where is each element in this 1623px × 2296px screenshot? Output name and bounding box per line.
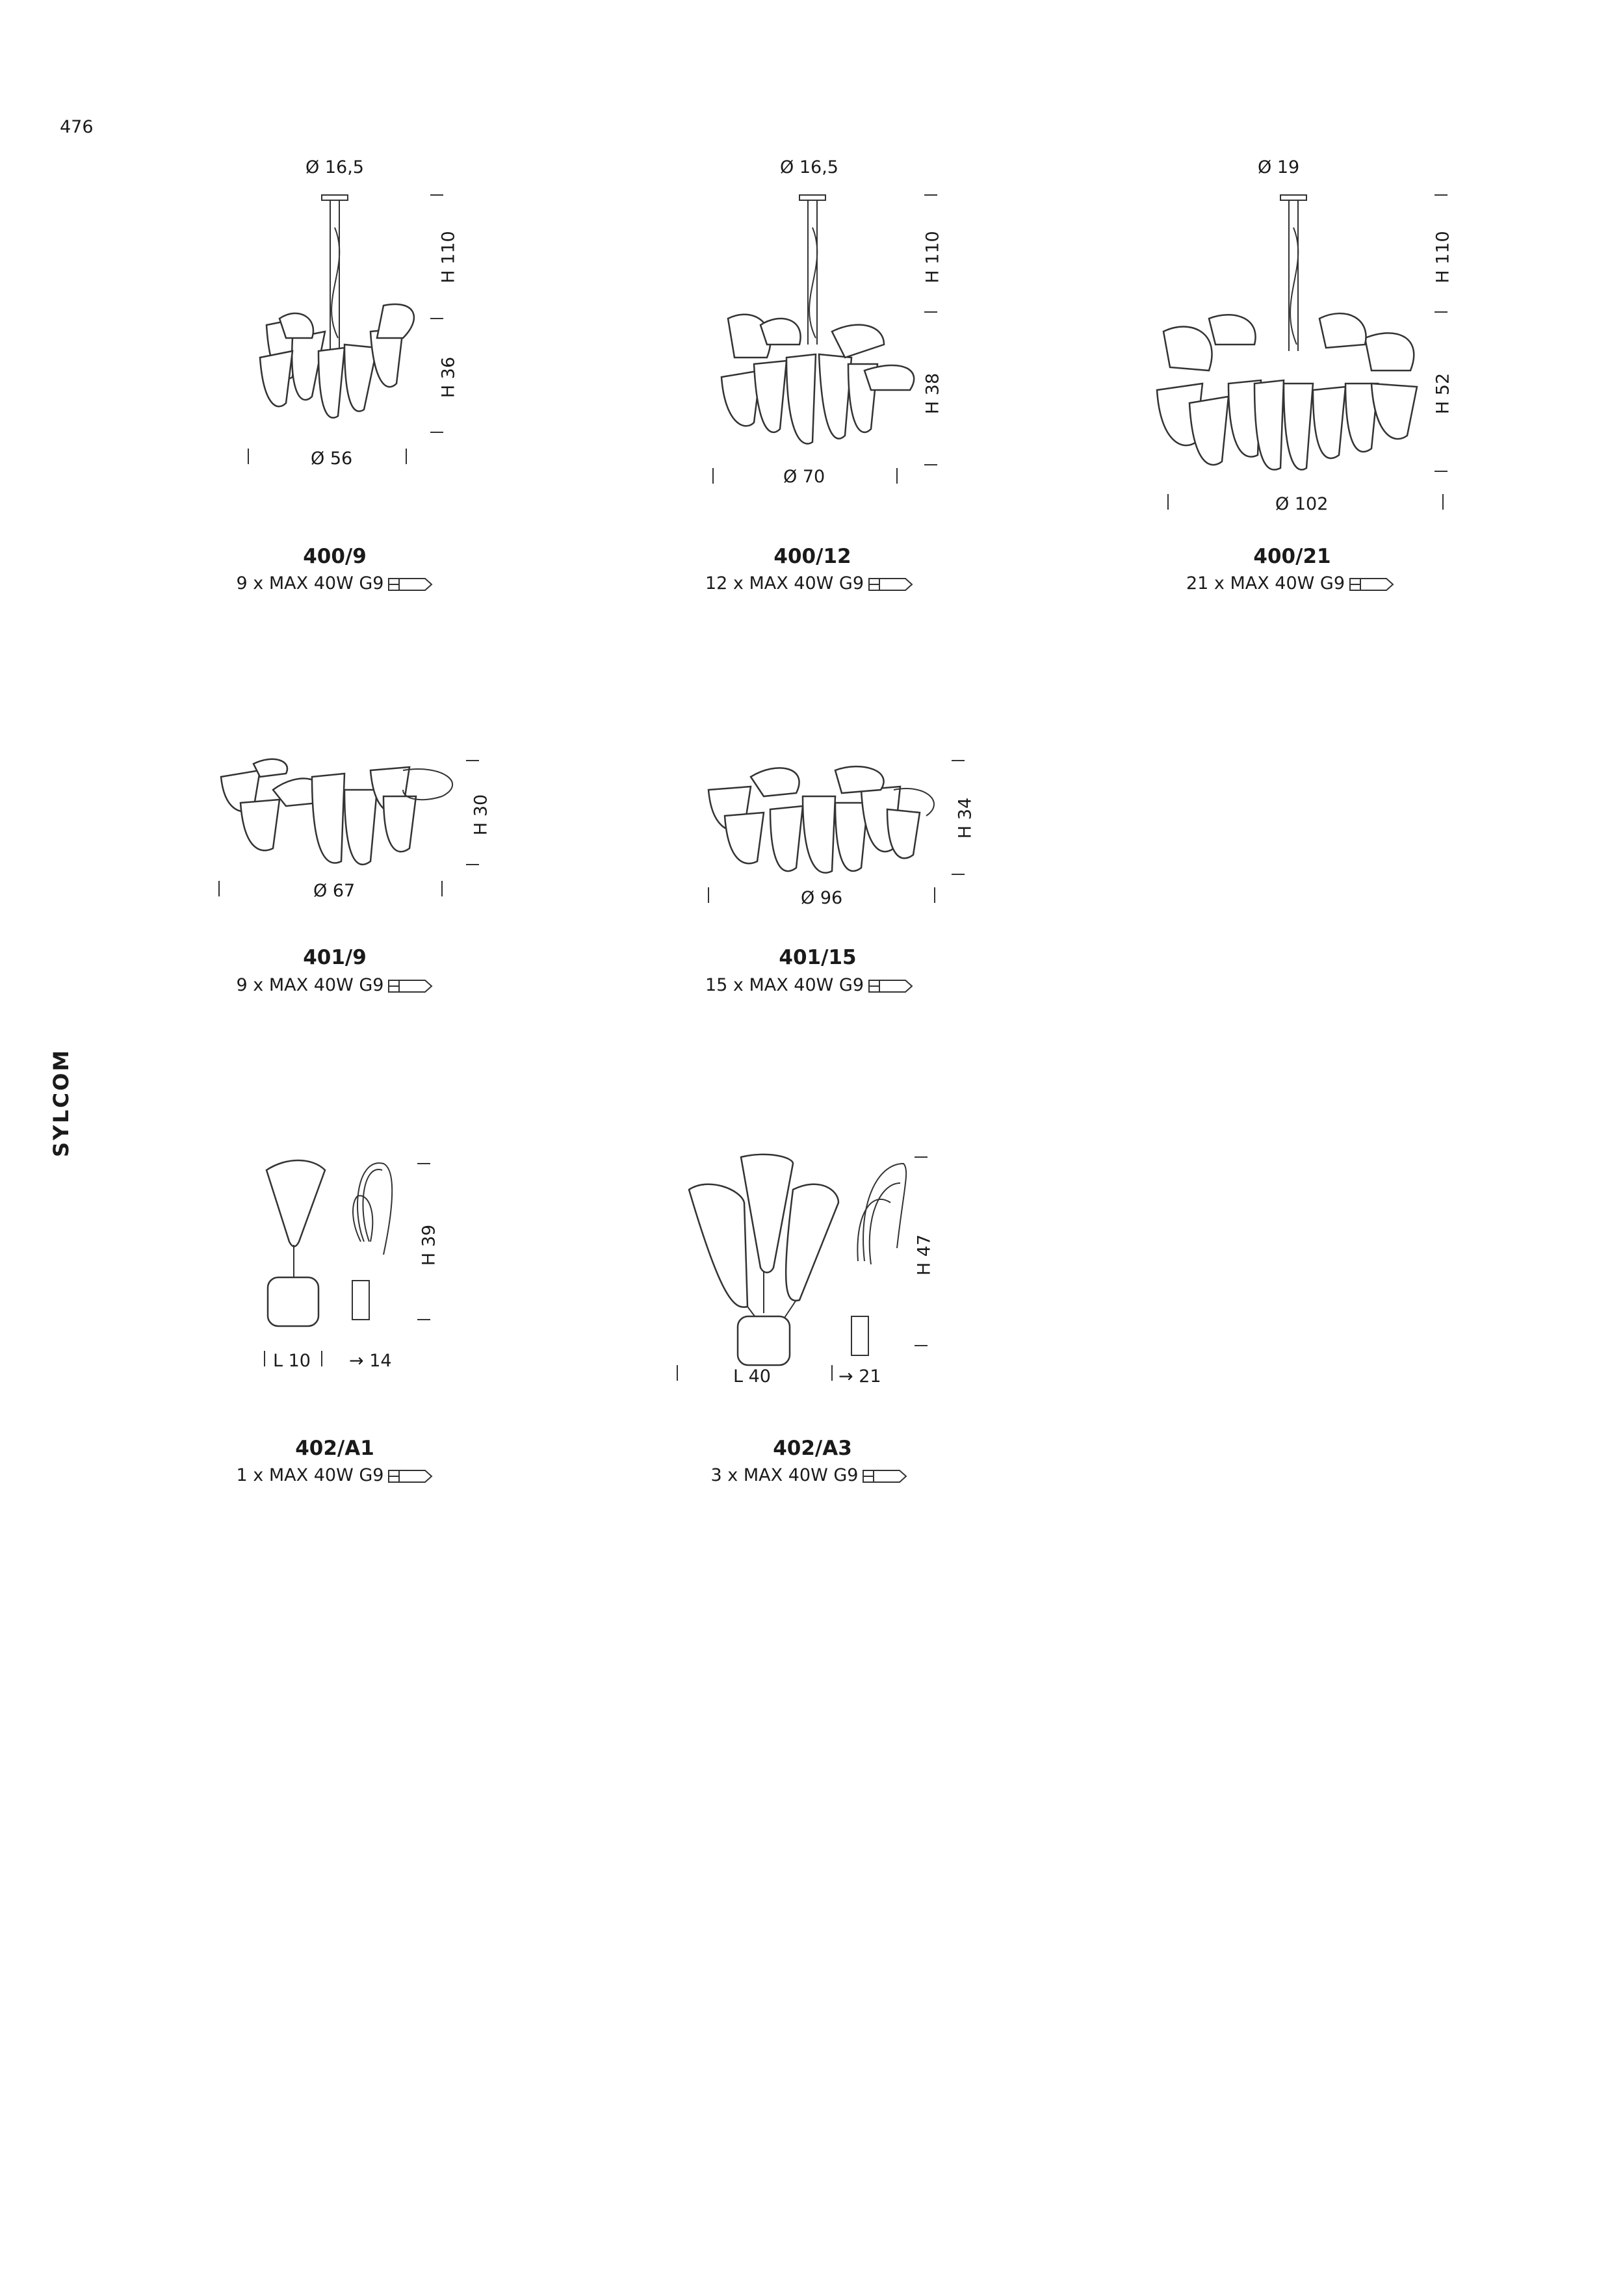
wall-length: L 40 bbox=[733, 1366, 771, 1387]
lamp-spec-text: 1 x MAX 40W G9 bbox=[236, 1465, 384, 1485]
body-diameter: Ø 102 bbox=[1275, 494, 1329, 514]
wall-height: H 39 bbox=[419, 1224, 439, 1266]
lamp-spec bbox=[166, 573, 504, 594]
body-diameter: Ø 96 bbox=[801, 888, 843, 908]
lamp-spec-text: 9 x MAX 40W G9 bbox=[236, 975, 384, 995]
lamp-spec-text: 9 x MAX 40W G9 bbox=[236, 573, 384, 594]
g9-bulb-icon bbox=[1349, 576, 1394, 593]
pendant-drawing bbox=[1150, 189, 1436, 488]
g9-bulb-icon bbox=[868, 576, 913, 593]
model-code: 400/9 bbox=[303, 545, 367, 568]
canopy-diameter: Ø 19 bbox=[1258, 157, 1300, 177]
lamp-spec bbox=[166, 975, 504, 995]
wall-depth: → 14 bbox=[349, 1351, 392, 1371]
body-height: H 34 bbox=[955, 797, 976, 839]
ceiling-lamp-drawing bbox=[705, 751, 946, 881]
g9-bulb-icon bbox=[387, 576, 433, 593]
lamp-spec-text: 3 x MAX 40W G9 bbox=[710, 1465, 859, 1485]
body-diameter: Ø 70 bbox=[783, 467, 825, 487]
page-number: 476 bbox=[60, 117, 94, 137]
model-code: 401/15 bbox=[779, 946, 857, 969]
model-code: 402/A3 bbox=[773, 1437, 852, 1460]
body-height: H 36 bbox=[438, 356, 459, 398]
g9-bulb-icon bbox=[868, 978, 913, 995]
wall-depth: → 21 bbox=[838, 1366, 881, 1387]
g9-bulb-icon bbox=[387, 1468, 433, 1485]
rod-height: H 110 bbox=[1433, 231, 1453, 283]
lamp-spec-text: 21 x MAX 40W G9 bbox=[1186, 573, 1345, 594]
model-code: 400/21 bbox=[1253, 545, 1331, 568]
wall-lamp-front-drawing bbox=[676, 1151, 903, 1372]
lamp-spec-text: 12 x MAX 40W G9 bbox=[705, 573, 864, 594]
body-height: H 30 bbox=[471, 794, 491, 836]
wall-length: L 10 bbox=[273, 1351, 311, 1371]
brand-label: SYLCOM bbox=[49, 1048, 73, 1157]
lamp-spec bbox=[166, 1465, 504, 1485]
ceiling-lamp-drawing bbox=[214, 751, 461, 881]
rod-height: H 110 bbox=[438, 231, 459, 283]
lamp-spec bbox=[640, 975, 978, 995]
model-code: 402/A1 bbox=[295, 1437, 374, 1460]
lamp-spec-text: 15 x MAX 40W G9 bbox=[705, 975, 864, 995]
model-code: 401/9 bbox=[303, 946, 367, 969]
lamp-spec bbox=[640, 1465, 978, 1485]
wall-lamp-front-drawing bbox=[260, 1157, 409, 1333]
canopy-diameter: Ø 16,5 bbox=[305, 157, 364, 177]
lamp-spec bbox=[1121, 573, 1459, 594]
g9-bulb-icon bbox=[387, 978, 433, 995]
canopy-diameter: Ø 16,5 bbox=[780, 157, 838, 177]
body-height: H 38 bbox=[922, 372, 943, 415]
pendant-drawing bbox=[715, 189, 936, 462]
lamp-spec bbox=[640, 573, 978, 594]
g9-bulb-icon bbox=[862, 1468, 907, 1485]
body-diameter: Ø 67 bbox=[313, 881, 356, 901]
rod-height: H 110 bbox=[922, 231, 943, 283]
body-diameter: Ø 56 bbox=[311, 449, 353, 469]
wall-height: H 47 bbox=[914, 1234, 935, 1276]
model-code: 400/12 bbox=[773, 545, 851, 568]
pendant-drawing bbox=[247, 189, 442, 449]
body-height: H 52 bbox=[1433, 372, 1453, 415]
